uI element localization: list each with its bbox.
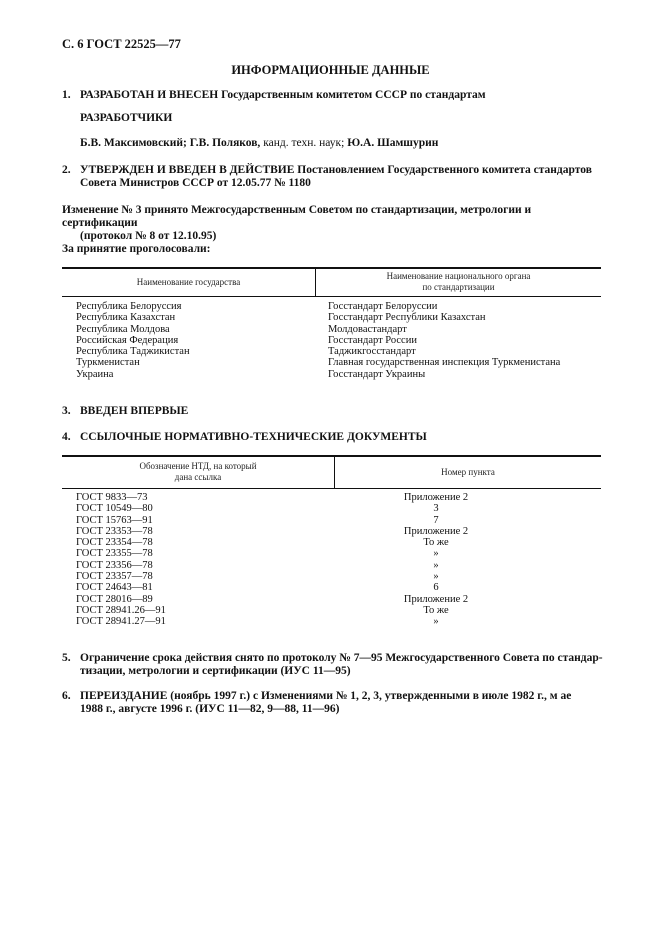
refs-doc-cell: ГОСТ 28016—89: [76, 593, 153, 605]
refs-item-cell: 7: [433, 514, 439, 526]
refs-item-cell: Приложение 2: [403, 492, 469, 503]
refs-doc-cell: ГОСТ 23357—78: [76, 571, 153, 583]
refs-doc-cell: ГОСТ 23354—78: [76, 537, 153, 549]
refs-doc-cell: ГОСТ 23355—78: [76, 548, 153, 560]
votes-table-row: [76, 301, 601, 312]
refs-table-row: [76, 616, 601, 627]
refs-table-row: [76, 582, 601, 593]
votes-table-body: [76, 301, 601, 380]
item-1: [62, 89, 486, 102]
refs-item-cell: »: [433, 559, 439, 571]
refs-table-body: [76, 492, 601, 628]
developers-degree: канд. техн. наук;: [263, 137, 345, 149]
item-6: [62, 690, 607, 716]
refs-table-row: [76, 492, 601, 503]
refs-doc-cell: ГОСТ 23356—78: [76, 559, 153, 571]
refs-table-row: [76, 548, 601, 559]
refs-table-row: [76, 526, 601, 537]
votes-table-row: [76, 357, 601, 368]
votes-body-cell: Главная государственная инспекция Туркменистана: [328, 357, 561, 369]
refs-col1-header: Обозначение НТД, на который дана ссылка: [139, 461, 257, 482]
votes-state-cell: Туркменистан: [76, 357, 140, 369]
refs-doc-cell: ГОСТ 23353—78: [76, 525, 153, 537]
votes-body-cell: Госстандарт Республики Казахстан: [328, 312, 486, 324]
votes-table-top-rule: [62, 267, 601, 269]
votes-table-row: [76, 312, 601, 323]
item-3-number: 3.: [62, 405, 71, 417]
votes-table-row: [76, 346, 601, 357]
votes-state-cell: Республика Таджикистан: [76, 346, 190, 358]
refs-doc-cell: ГОСТ 15763—91: [76, 514, 153, 526]
votes-body-cell: Госстандарт России: [328, 334, 417, 346]
votes-table-row: [76, 335, 601, 346]
refs-table-row: [76, 594, 601, 605]
refs-table-header-rule: [62, 488, 601, 489]
item-1-text: РАЗРАБОТАН И ВНЕСЕН Государственным комитетом СССР по стандартам: [80, 89, 486, 101]
item-4-text: ССЫЛОЧНЫЕ НОРМАТИВНО-ТЕХНИЧЕСКИЕ ДОКУМЕНТЫ: [80, 431, 427, 443]
refs-table-row: [76, 571, 601, 582]
votes-body-cell: Таджикгосстандарт: [328, 346, 416, 358]
refs-item-cell: Приложение 2: [403, 593, 469, 605]
refs-item-cell: 6: [433, 582, 439, 594]
page-header: С. 6 ГОСТ 22525—77: [62, 37, 181, 51]
developers-heading: РАЗРАБОТЧИКИ: [80, 112, 173, 124]
refs-doc-cell: ГОСТ 24643—81: [76, 582, 153, 594]
item-5-number: 5.: [62, 652, 71, 664]
refs-table-row: [76, 515, 601, 526]
votes-table-header-rule: [62, 296, 601, 297]
refs-table-row: [76, 560, 601, 571]
item-2: [62, 164, 607, 190]
refs-table-row: [76, 537, 601, 548]
votes-state-cell: Российская Федерация: [76, 334, 179, 346]
refs-item-cell: 3: [433, 503, 439, 515]
item-6-number: 6.: [62, 690, 71, 702]
votes-state-cell: Республика Казахстан: [76, 312, 176, 324]
refs-item-cell: То же: [423, 537, 449, 549]
refs-table-row: [76, 503, 601, 514]
item-3-text: ВВЕДЕН ВПЕРВЫЕ: [80, 405, 189, 417]
item-5-line2: тизации, метрологии и сертификации (ИУС 11—95): [80, 665, 351, 677]
page-title: ИНФОРМАЦИОННЫЕ ДАННЫЕ: [231, 63, 430, 77]
item-2-number: 2.: [62, 164, 71, 176]
developers-names: Б.В. Максимовский; Г.В. Поляков,: [80, 137, 261, 149]
amendment-line1: Изменение № 3 принято Межгосударственным Советом по стандартизации, метрологии и сертификации: [62, 204, 532, 229]
voted-heading: За принятие проголосовали:: [62, 243, 211, 255]
votes-state-cell: Украина: [76, 368, 114, 380]
refs-doc-cell: ГОСТ 28941.26—91: [76, 604, 166, 616]
item-5: [62, 652, 607, 678]
amendment: [62, 204, 607, 243]
votes-body-cell: Молдовастандарт: [328, 323, 407, 335]
refs-table-row: [76, 605, 601, 616]
votes-col1-header: Наименование государства: [136, 277, 241, 287]
refs-item-cell: »: [433, 616, 439, 628]
refs-doc-cell: ГОСТ 10549—80: [76, 503, 153, 515]
amendment-line2: (протокол № 8 от 12.10.95): [80, 230, 217, 242]
votes-state-cell: Республика Молдова: [76, 323, 170, 335]
refs-item-cell: »: [433, 571, 439, 583]
votes-state-cell: Республика Белоруссия: [76, 301, 182, 312]
refs-item-cell: То же: [423, 604, 449, 616]
refs-table-top-rule: [62, 455, 601, 457]
developers-names-2: Ю.А. Шамшурин: [347, 137, 439, 149]
item-4-number: 4.: [62, 431, 71, 443]
refs-item-cell: »: [433, 548, 439, 560]
item-3: [62, 405, 188, 418]
developers-list: [80, 137, 438, 150]
item-2-line1: УТВЕРЖДЕН И ВВЕДЕН В ДЕЙСТВИЕ Постановлением Государственного комитета стандартов: [80, 164, 592, 176]
refs-doc-cell: ГОСТ 28941.27—91: [76, 616, 166, 628]
item-5-line1: Ограничение срока действия снято по протоколу № 7—95 Межгосударственного Совета по стандар-: [80, 652, 603, 664]
item-6-line1: ПЕРЕИЗДАНИЕ (ноябрь 1997 г.) с Изменениями № 1, 2, 3, утвержденными в июле 1982 г., м ае: [80, 690, 572, 702]
refs-doc-cell: ГОСТ 9833—73: [76, 492, 148, 503]
votes-col2-header: Наименование национального органа по стандартизации: [386, 271, 531, 292]
votes-body-cell: Госстандарт Украины: [328, 368, 426, 380]
item-4: [62, 431, 427, 444]
item-1-number: 1.: [62, 89, 71, 101]
refs-item-cell: Приложение 2: [403, 525, 469, 537]
item-2-line2: Совета Министров СССР от 12.05.77 № 1180: [80, 177, 311, 189]
votes-table-row: [76, 324, 601, 335]
item-6-line2: 1988 г., августе 1996 г. (ИУС 11—82, 9—88, 11—96): [80, 703, 340, 715]
votes-table-row: [76, 369, 601, 380]
refs-col2-header: Номер пункта: [441, 467, 495, 477]
votes-body-cell: Госстандарт Белоруссии: [328, 301, 438, 312]
